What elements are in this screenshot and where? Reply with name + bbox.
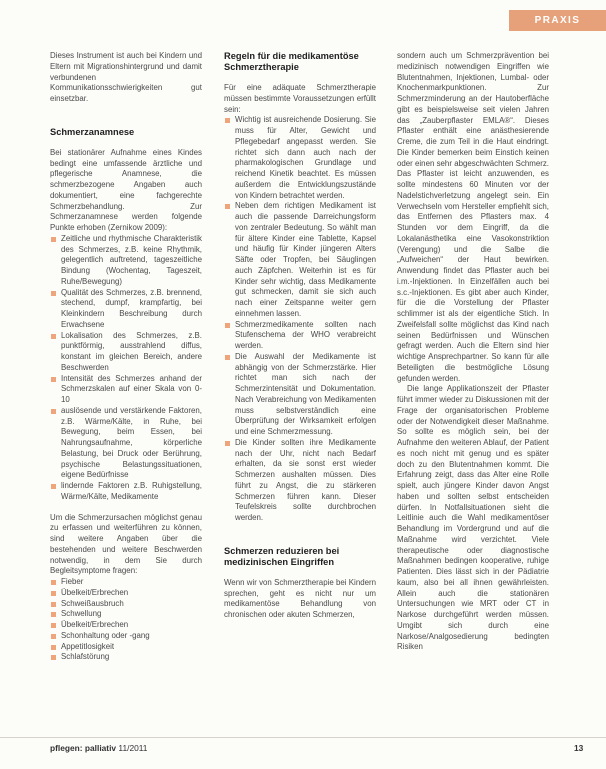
list-item: Fieber	[50, 577, 202, 588]
list-item: Schonhaltung oder -gang	[50, 631, 202, 642]
symptom-list	[50, 577, 202, 663]
list-item: Intensität des Schmerzes anhand der Schmerzskalen auf einer Skala von 0-10	[50, 374, 202, 406]
paragraph-anamnese: Bei stationärer Aufnahme eines Kindes bedingt eine umfassende ärztliche und pflegerische Anamnese, die schmerzbezogene Angaben auch dokumentiert, eine fachgerechte Schmerzbehandlung. Zur Schmerzanamnese werden folgende Punkte erhoben (Zernikow 2009):	[50, 147, 202, 232]
list-item: Übelkeit/Erbrechen	[50, 620, 202, 631]
journal-issue: 11/2011	[118, 743, 148, 753]
heading-schmerzanamnese: Schmerzanamnese	[50, 126, 135, 137]
column-1	[50, 51, 202, 663]
paragraph-applikationszeit: Die lange Applikationszeit der Pflaster führt immer wieder zu Diskussionen mit der Frage der organisatorischen Probleme oder der Notwendigkeit dieser Maßnahme. So sollte es möglich sein, bei der Aufnahme den weiteren Ablauf, der Patient es noch nicht mit genug und es später doch zu den Blutentnahmen kommt. Die Erfahrung zeigt, dass das Alter eine Rolle spielt, auch jüngere Kinder davon Angst haben und sollten selbst entscheiden dürfen. In Notfallsituationen sieht die Leitlinie auch die Wahl medikamentöser Behandlung im Vordergrund und auf die Maßnahme wird verzichtet. Viele therapeutische oder diagnostische Maßnahmen bedingen kooperative, ruhige Patienten. Dies lässt sich in der Pädiatrie kaum, also bei all ihnen gewährleisten. Allein auch die stationären Untersuchungen wie MRT oder CT in Narkose durchgeführt werden müssen. Umgibt sich durch eine Narkose/Analgosedierung bedingten Risiken	[397, 384, 549, 652]
list-item: Schlafstörung	[50, 652, 202, 663]
heading-eingriffe: Schmerzen reduzieren bei medizinischen Eingriffen	[224, 545, 340, 567]
list-item: Neben dem richtigen Medikament ist auch die passende Darreichungsform von zentraler Bedeutung. So wählt man für ältere Kinder eine Tablette, Kapsel und häufig für Kinder jüngeren Alters Säfte oder Tropfen, bei Säuglingen auch Zäpfchen. Weiterhin ist es für Kinder sehr wichtig, dass Medikamente gut schmecken, damit sie sich auch nach einer Zeitspanne weiter gern einnehmen lassen.	[224, 201, 376, 319]
heading-regeln: Regeln für die medikamentöse Schmerztherapie	[224, 51, 359, 72]
regeln-list	[224, 115, 376, 524]
list-item: auslösende und verstärkende Faktoren, z.B. Wärme/Kälte, in Ruhe, bei Bewegung, beim Essen, bei Nahrungsaufnahme, körperliche Belastung, bei Druck oder Berührung, psychische Belastungssituationen, eigene Bedürfnisse	[50, 406, 202, 481]
page-number: 13	[574, 743, 584, 753]
list-item: Übelkeit/Erbrechen	[50, 588, 202, 599]
anamnese-list	[50, 234, 202, 503]
list-item: Schmerzmedikamente sollten nach Stufenschema der WHO verabreicht werden.	[224, 320, 376, 352]
list-item: Die Kinder sollten ihre Medikamente nach der Uhr, nicht nach Bedarf erhalten, da sie sonst erst wieder Schmerzen aushalten müssen. Dies führt zu Angst, die zu stärkeren Schmerzen führen kann. Dieser Teufelskreis sollte durchbrochen werden.	[224, 438, 376, 524]
paragraph-regeln-intro: Für eine adäquate Schmerztherapie müssen bestimmte Voraussetzungen erfüllt sein:	[224, 83, 376, 114]
list-item: Lokalisation des Schmerzes, z.B. punktförmig, ausstrahlend diffus, konstant im gleichen Bereich, andere Beschwerden	[50, 331, 202, 374]
list-item: Die Auswahl der Medikamente ist abhängig von der Schmerzstärke. Hier richtet man sich nach der Schmerzintensität und Dokumentation. Nach Verabreichung von Medikamenten muss selbstverständlich eine Überprüfung der Wirksamkeit erfolgen und eine Schmerzmessung.	[224, 352, 376, 438]
list-item: Schweißausbruch	[50, 599, 202, 610]
section-label: PRAXIS	[509, 10, 606, 31]
list-item: Wichtig ist ausreichende Dosierung. Sie muss für Alter, Gewicht und Pflegebedarf angepasst werden. Sie richtet sich dann auch nach der pharmakologischen Grundlage und reichend Kinetik beachtet. Es müssen außerdem die Entwicklungszustände von Kindern betrachtet werden.	[224, 115, 376, 201]
list-item: lindernde Faktoren z.B. Ruhigstellung, Wärme/Kälte, Medikamente	[50, 481, 202, 503]
list-item: Zeitliche und rhythmische Charakteristik des Schmerzes, z.B. keine Rhythmik, gelegentlich auftretend, tageszeitliche Bindung (Wochentag, Tageszeit, Ruhe/Bewegung)	[50, 234, 202, 288]
footer-journal	[50, 743, 147, 753]
list-item: Schwellung	[50, 609, 202, 620]
paragraph-begleitsymptome: Um die Schmerzursachen möglichst genau zu erfassen und weiterführen zu können, sind weitere Angaben über die bestehenden und weitere Beschwerden notwendig, in dem Sie durch Begleitsymptome fragen:	[50, 512, 202, 576]
journal-title: pflegen: palliativ	[50, 743, 117, 753]
column-3	[397, 51, 549, 653]
column-2	[224, 51, 376, 621]
paragraph-eingriffe: Wenn wir von Schmerztherapie bei Kindern sprechen, geht es nicht nur um medikamentöse Behandlung von chronischen oder akuten Schmerzen,	[224, 577, 376, 619]
list-item: Appetitlosigkeit	[50, 642, 202, 653]
footer-divider	[0, 737, 606, 738]
paragraph-emla: sondern auch um Schmerzprävention bei medizinisch notwendigen Eingriffen wie Blutentnahmen, Injektionen, Lumbal- oder Knochenmarkpunktionen. Zur Schmerzminderung an der Hautoberfläche gibt es beispielsweise seit vielen Jahren das „Zauberpflaster EMLA®“. Dieses Pflaster enthält eine anästhesierende Creme, die zum Teil in die Haut eindringt. Die Kinder bemerken beim Einstich keinen oder einen sehr abgeschwächten Schmerz. Das Pflaster ist leicht anzuwenden, es sollte mindestens 60 Minuten vor der Nadelstichverletzung angelegt sein. Ein Verwechseln vom Hersteller empfiehlt sich, das Entfernen des Pflasters max. 4 Stunden vor dem Eingriff, da die Lokalanästhetika eine Vasokonstriktion (Verengung) und die Salbe die „Aufweichen“ der Haut bewirken. Anwendung findet das Pflaster auch bei i.m.-Injektionen. In Einzelfällen auch bei s.c.-Injektionen. Es gibt aber auch Kinder, für die die Vorstellung der Pflaster schlimmer ist als der eigentliche Stich. In Zweifelsfall sollte möglichst das Kind nach seinen Bedürfnissen und Wünschen gefragt werden. Auch die Eltern sind hier wichtige Ansprechpartner. So kann für alle Beteiligten die bestmögliche Lösung gefunden werden.	[397, 51, 549, 383]
paragraph-intro: Dieses Instrument ist auch bei Kindern und Eltern mit Migrationshintergrund und damit verbundenen Kommunikationsschwierigkeiten gut einsetzbar.	[50, 51, 202, 103]
list-item: Qualität des Schmerzes, z.B. brennend, stechend, dumpf, krampfartig, bei Kleinkindern Beschreibung durch Erwachsene	[50, 288, 202, 331]
